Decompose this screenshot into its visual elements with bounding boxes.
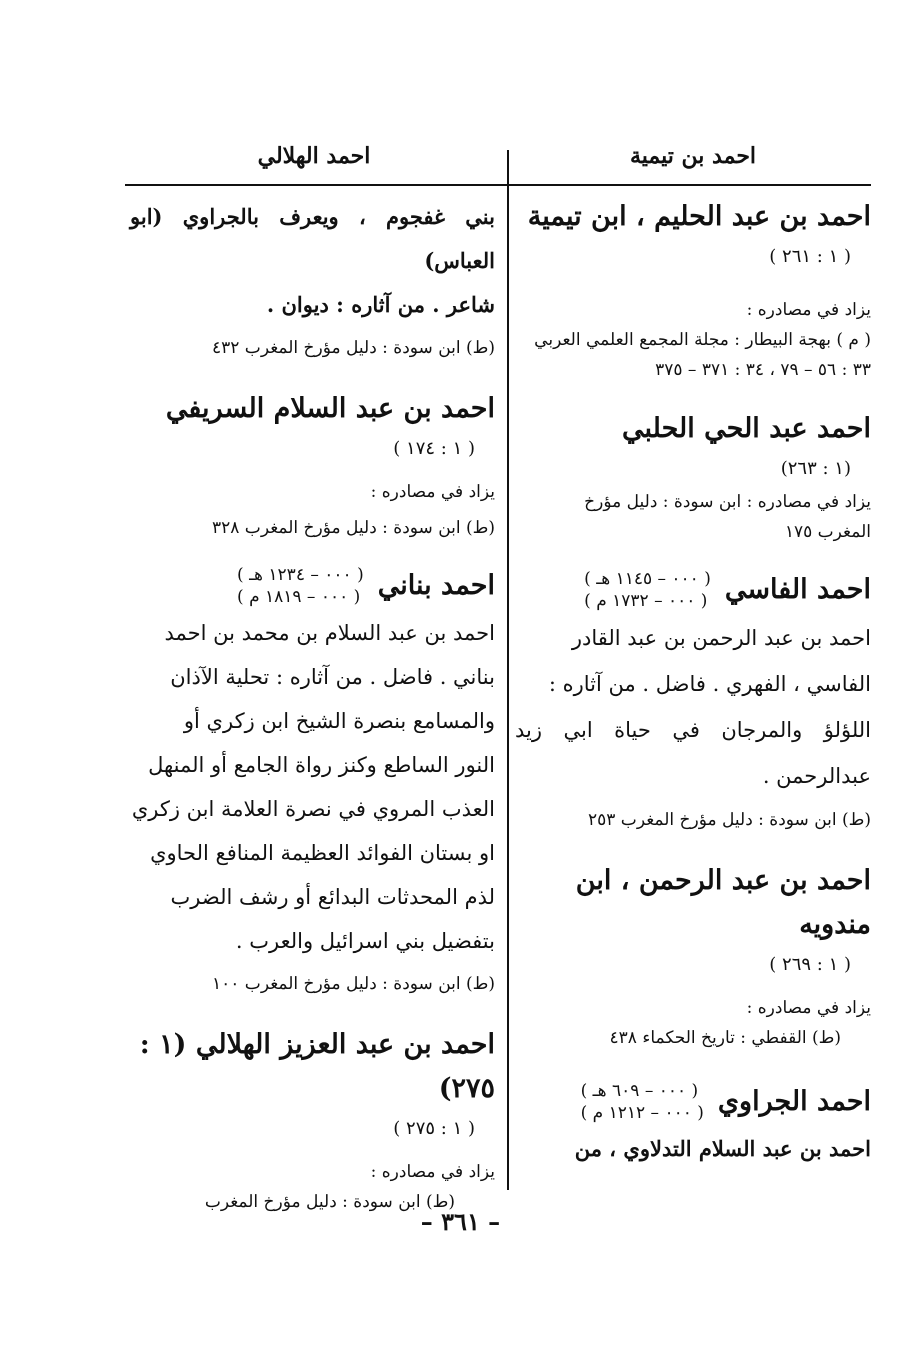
left-column <box>130 195 495 1217</box>
entry-body-line: شاعر . من آثاره : ديوان . <box>266 292 495 317</box>
entry-body-line: لذم المحدثات البدائع أو رشف الضرب <box>170 885 495 909</box>
entry-body-line: او بستان الفوائد العظيمة المنافع الحاوي <box>150 841 495 865</box>
added-sources-label: يزاد في مصادره : <box>370 1162 495 1182</box>
source-line: ( م ) بهجة البيطار : مجلة المجمع العلمي العربي <box>534 330 871 350</box>
hijri-dates: ( ٠٠٠ – ٦٠٩ هـ ) <box>580 1081 699 1101</box>
entry-title: احمد عبد الحي الحلبي <box>621 413 871 444</box>
entry-title: احمد الفاسي <box>724 574 871 605</box>
entry-body-line: والمسامع بنصرة الشيخ ابن زكري أو <box>183 709 495 733</box>
entry-body-line: الفاسي ، الفهري . فاضل . من آثاره : <box>548 672 871 696</box>
entry-body-line: احمد بن عبد الرحمن بن عبد القادر <box>571 626 871 650</box>
column-divider <box>507 150 509 1190</box>
added-sources-label: يزاد في مصادره : <box>370 482 495 502</box>
entry-title: احمد بن عبد الحليم ، ابن تيمية <box>527 201 871 232</box>
source-line: المغرب ١٧٥ <box>784 522 871 542</box>
running-header-right: احمد بن تيمية <box>629 143 757 169</box>
hijri-dates: ( ٠٠٠ – ١١٤٥ هـ ) <box>584 569 711 589</box>
entry-title: احمد بن عبد العزيز الهلالي (١ : ٢٧٥) <box>139 1029 495 1104</box>
entry-body-line: النور الساطع وكنز رواة الجامع أو المنهل <box>148 753 495 777</box>
entry-title: احمد بناني <box>377 570 495 601</box>
gregorian-dates: ( ٠٠٠ – ١٢١٢ م ) <box>580 1103 704 1123</box>
entry-body-line: احمد بن عبد السلام التدلاوي ، من <box>574 1136 871 1161</box>
entry-title: احمد بن عبد السلام السريفي <box>165 393 495 424</box>
entry-heading-with-dates <box>130 561 495 611</box>
source-line: ٣٣ : ٥٦ – ٧٩ ، ٣٤ : ٣٧١ – ٣٧٥ <box>655 360 871 380</box>
source-line: (ط) ابن سودة : دليل مؤرخ المغرب ٢٥٣ <box>588 810 871 830</box>
entry-heading-with-dates <box>515 565 871 615</box>
entry-reference: ( ١ : ١٧٤ ) <box>393 438 475 459</box>
gregorian-dates: ( ٠٠٠ – ١٨١٩ م ) <box>237 587 361 607</box>
entry-reference: ( ١ : ٢٦١ ) <box>769 246 851 267</box>
gregorian-dates: ( ٠٠٠ – ١٧٣٢ م ) <box>584 591 708 611</box>
entry-body-line: العذب المروي في نصرة العلامة ابن زكري <box>131 797 495 821</box>
entry-body-line: بناني . فاضل . من آثاره : تحلية الآذان <box>170 665 495 689</box>
added-sources-label: يزاد في مصادره : ابن سودة : دليل مؤرخ <box>584 492 871 512</box>
entry-title: احمد بن عبد الرحمن ، ابن مندويه <box>575 865 871 940</box>
entry-body-line: احمد بن عبد السلام بن محمد بن احمد <box>164 621 495 645</box>
header-rule <box>125 184 871 186</box>
entry-reference: (١ : ٢٦٣) <box>780 458 851 479</box>
entry-reference: ( ١ : ٢٦٩ ) <box>769 954 851 975</box>
entry-dates <box>237 564 364 608</box>
entry-body-line: بني غفجوم ، ويعرف بالجراوي (ابو العباس) <box>130 204 495 273</box>
source-line: (ط) القفطي : تاريخ الحكماء ٤٣٨ <box>609 1028 841 1048</box>
entry-dates <box>581 1080 704 1124</box>
entry-heading-with-dates <box>515 1077 871 1127</box>
running-header-left: احمد الهلالي <box>257 143 371 169</box>
source-line: (ط) ابن سودة : دليل مؤرخ المغرب ١٠٠ <box>212 974 495 994</box>
added-sources-label: يزاد في مصادره : <box>746 998 871 1018</box>
entry-body-line: بتفضيل بني اسرائيل والعرب . <box>235 929 495 953</box>
added-sources-label: يزاد في مصادره : <box>746 300 871 320</box>
hijri-dates: ( ٠٠٠ – ١٢٣٤ هـ ) <box>237 565 364 585</box>
page-number: – ٣٦١ – <box>420 1207 501 1236</box>
right-column <box>515 195 871 1171</box>
source-line: (ط) ابن سودة : دليل مؤرخ المغرب ٤٣٢ <box>212 338 495 358</box>
source-line: (ط) ابن سودة : دليل مؤرخ المغرب <box>204 1192 455 1212</box>
entry-title: احمد الجراوي <box>717 1086 871 1117</box>
entry-dates <box>584 568 711 612</box>
entry-reference: ( ١ : ٢٧٥ ) <box>393 1118 475 1139</box>
entry-body-line: اللؤلؤ والمرجان في حياة ابي زيد عبدالرحمن . <box>515 718 871 788</box>
source-line: (ط) ابن سودة : دليل مؤرخ المغرب ٣٢٨ <box>212 518 495 538</box>
